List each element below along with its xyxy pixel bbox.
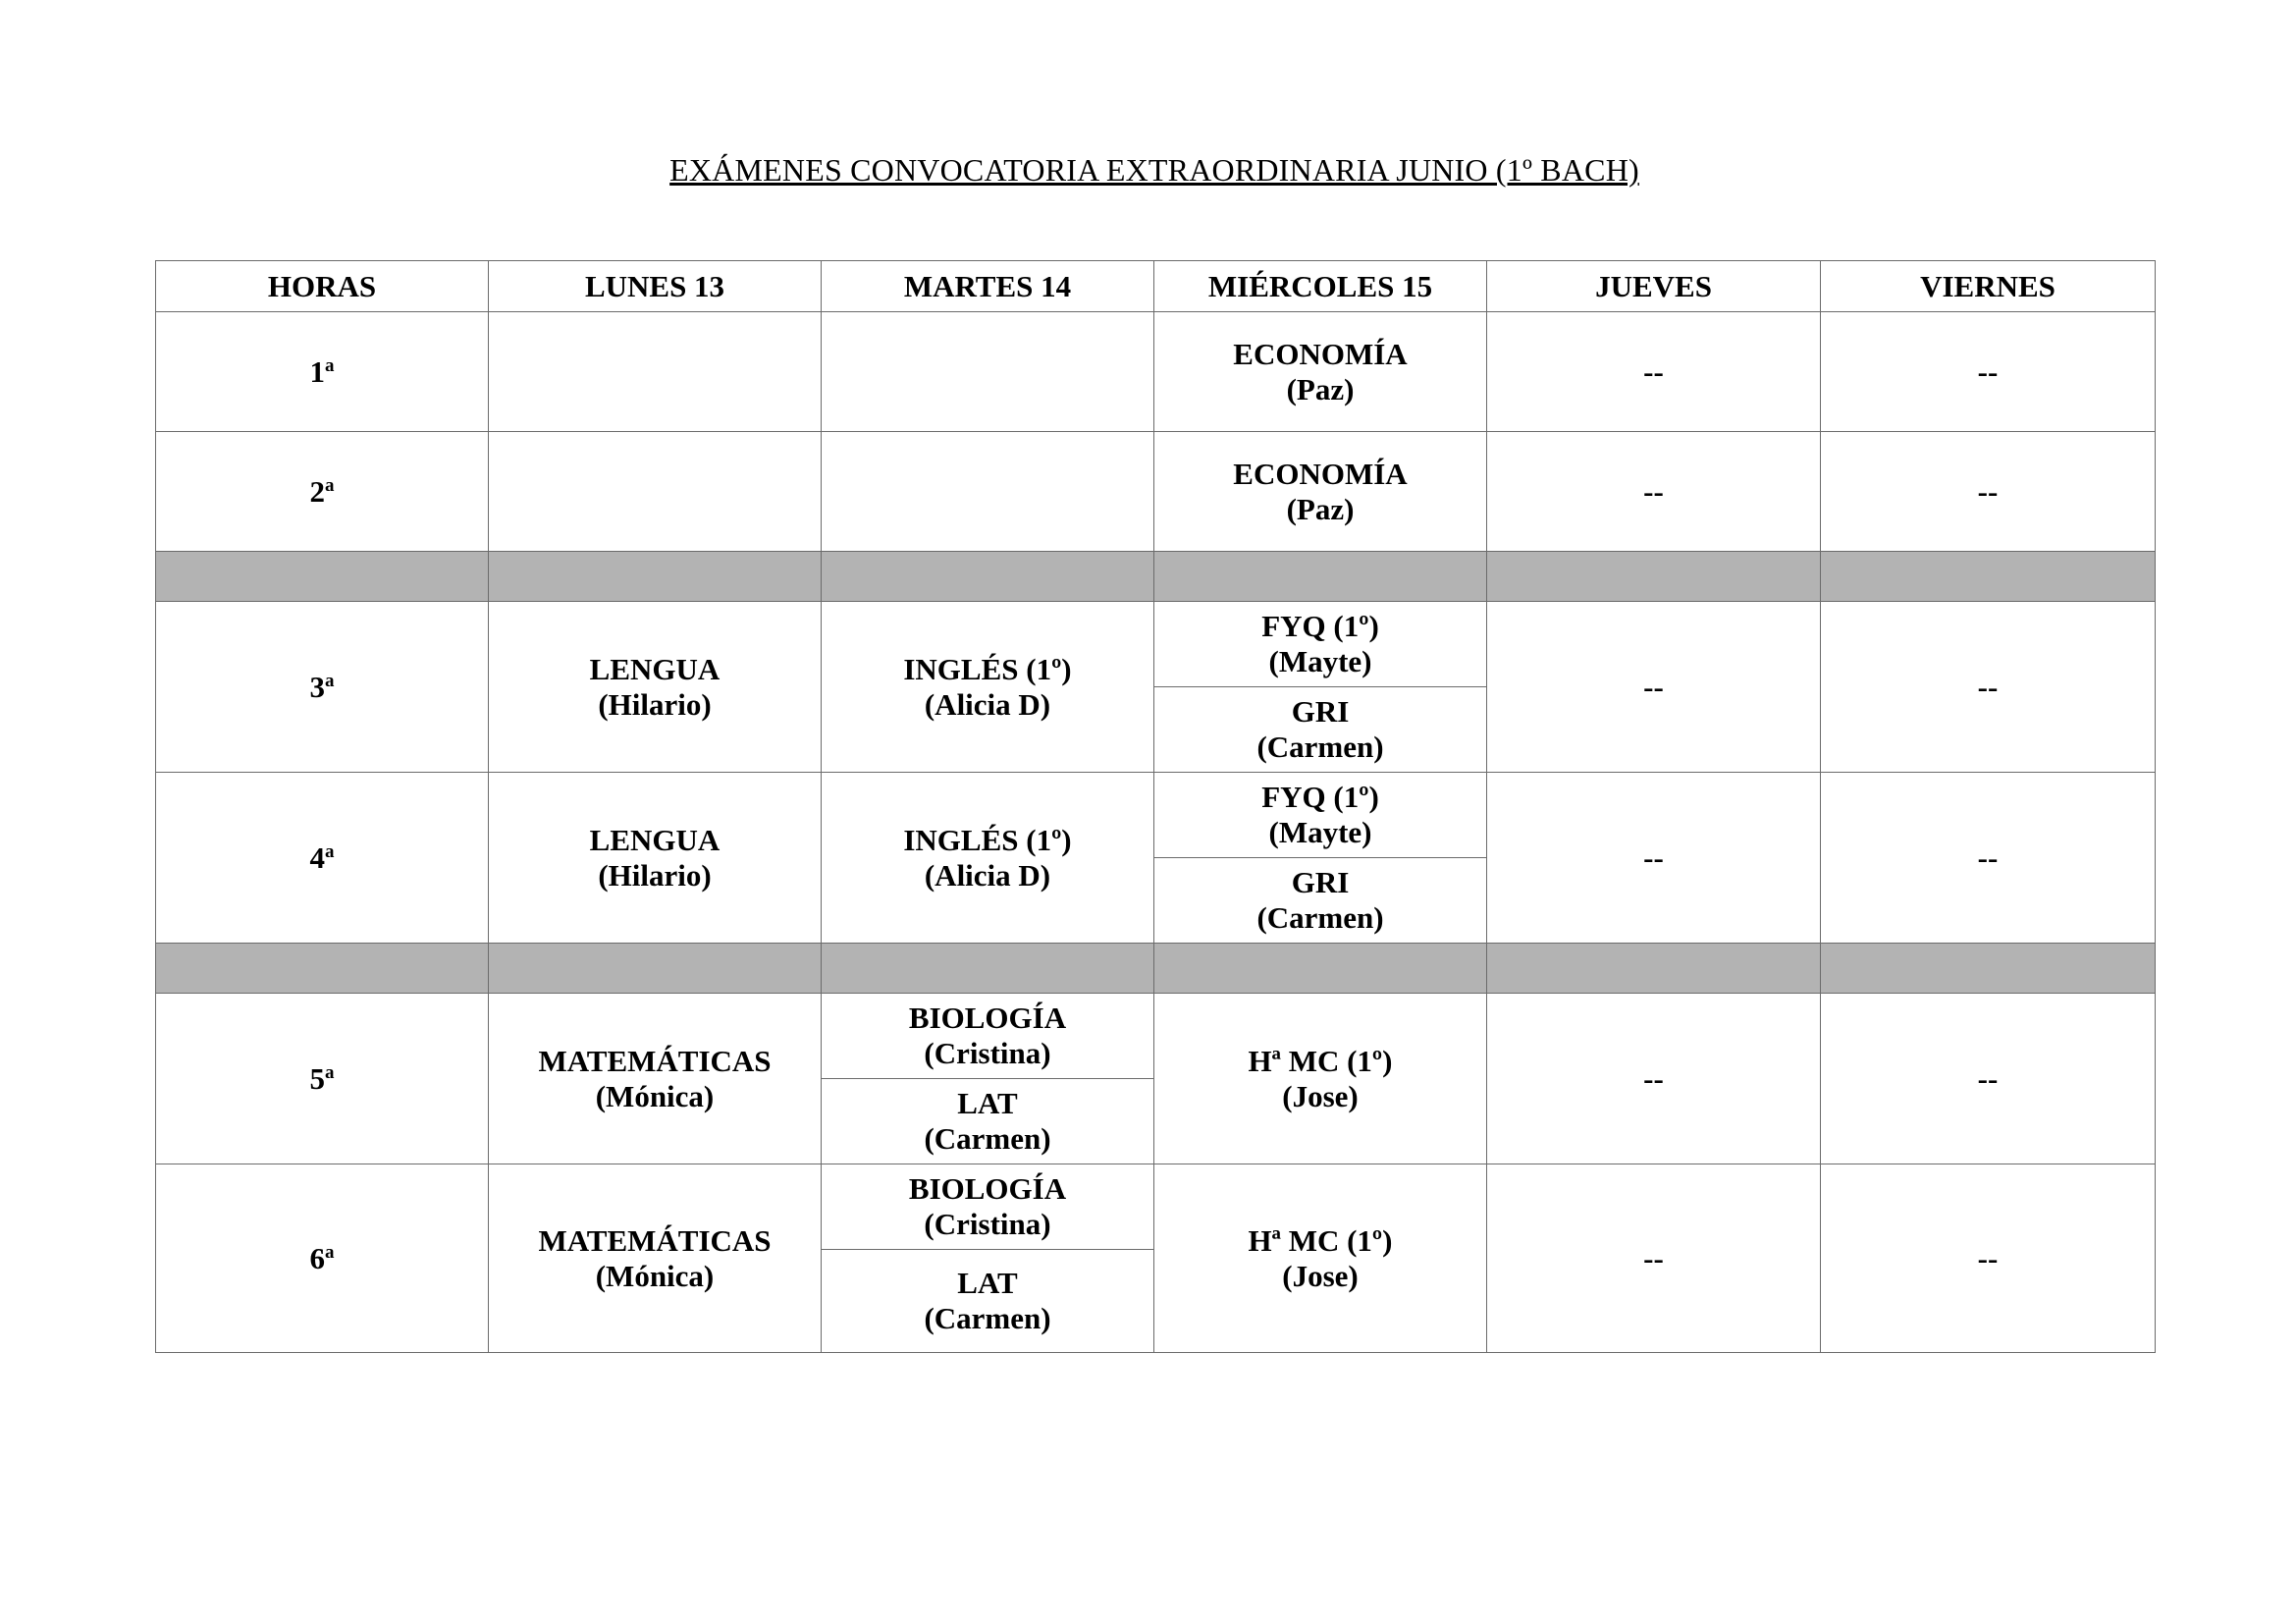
exam-teacher: (Paz) xyxy=(1286,371,1355,406)
exam-teacher: (Carmen) xyxy=(924,1121,1051,1156)
table-row xyxy=(156,773,2156,858)
break-cell xyxy=(822,944,1154,994)
header-viernes: VIERNES xyxy=(1821,261,2156,312)
exam-subject: ECONOMÍA xyxy=(1233,456,1408,491)
exam-subject: FYQ (1º) xyxy=(1261,780,1379,814)
exam-cell xyxy=(822,994,1154,1079)
exam-subject: ECONOMÍA xyxy=(1233,336,1408,371)
exam-cell xyxy=(822,1079,1154,1164)
header-lunes: LUNES 13 xyxy=(489,261,822,312)
exam-cell xyxy=(1154,687,1487,773)
table-row xyxy=(156,432,2156,552)
no-exam-cell: -- xyxy=(1487,994,1821,1164)
hour-cell: 3$^a$ xyxy=(156,602,489,773)
break-cell xyxy=(1154,552,1487,602)
exam-teacher: (Alicia D) xyxy=(924,686,1051,722)
exam-cell xyxy=(489,602,822,773)
exam-cell xyxy=(822,1250,1154,1353)
no-exam-cell: -- xyxy=(1821,1164,2156,1353)
exam-cell xyxy=(1154,994,1487,1164)
exam-subject: INGLÉS (1º) xyxy=(903,651,1072,686)
exam-teacher: (Mayte) xyxy=(1268,644,1372,678)
break-cell xyxy=(1487,944,1821,994)
header-jueves: JUEVES xyxy=(1487,261,1821,312)
exam-subject: MATEMÁTICAS xyxy=(538,1043,772,1078)
exam-subject: MATEMÁTICAS xyxy=(538,1222,772,1258)
exam-subject: LENGUA xyxy=(589,651,721,686)
exam-teacher: (Cristina) xyxy=(924,1036,1051,1070)
exam-teacher: (Carmen) xyxy=(1256,900,1384,935)
exam-teacher: (Carmen) xyxy=(1256,730,1384,764)
page-title: EXÁMENES CONVOCATORIA EXTRAORDINARIA JUNIO (1º BACH) xyxy=(669,152,1639,188)
break-cell xyxy=(489,552,822,602)
no-exam-cell: -- xyxy=(1487,312,1821,432)
table-row xyxy=(156,1164,2156,1250)
exam-subject: BIOLOGÍA xyxy=(908,1001,1067,1035)
exam-cell xyxy=(489,773,822,944)
exam-subject: LAT xyxy=(957,1086,1018,1120)
header-row xyxy=(156,261,2156,312)
break-cell xyxy=(156,552,489,602)
exam-subject: GRI xyxy=(1291,694,1350,729)
hour-cell: 4$^a$ xyxy=(156,773,489,944)
exam-teacher: (Jose) xyxy=(1282,1078,1359,1113)
exam-subject: GRI xyxy=(1291,865,1350,899)
exam-teacher: (Paz) xyxy=(1286,491,1355,526)
exam-cell xyxy=(1154,1164,1487,1353)
exam-subject: BIOLOGÍA xyxy=(908,1171,1067,1206)
no-exam-cell: -- xyxy=(1821,773,2156,944)
no-exam-cell: -- xyxy=(1821,432,2156,552)
hour-cell: 1$^a$ xyxy=(156,312,489,432)
table-row xyxy=(156,312,2156,432)
no-exam-cell: -- xyxy=(1487,1164,1821,1353)
exam-cell xyxy=(489,1164,822,1353)
exam-teacher: (Jose) xyxy=(1282,1258,1359,1293)
exam-cell xyxy=(1154,858,1487,944)
break-row xyxy=(156,552,2156,602)
exam-subject: Hª MC (1º) xyxy=(1248,1043,1393,1078)
exam-teacher: (Mayte) xyxy=(1268,815,1372,849)
exam-cell xyxy=(822,773,1154,944)
table-row xyxy=(156,994,2156,1079)
no-exam-cell: -- xyxy=(1821,312,2156,432)
empty-cell xyxy=(489,432,822,552)
no-exam-cell: -- xyxy=(1821,602,2156,773)
no-exam-cell: -- xyxy=(1487,602,1821,773)
no-exam-cell: -- xyxy=(1487,773,1821,944)
break-cell xyxy=(1821,944,2156,994)
exam-cell xyxy=(1154,773,1487,858)
header-horas: HORAS xyxy=(156,261,489,312)
break-cell xyxy=(1154,944,1487,994)
exam-teacher: (Alicia D) xyxy=(924,857,1051,893)
no-exam-cell: -- xyxy=(1487,432,1821,552)
exam-teacher: (Hilario) xyxy=(598,686,712,722)
exam-subject: INGLÉS (1º) xyxy=(903,822,1072,857)
header-miercoles: MIÉRCOLES 15 xyxy=(1154,261,1487,312)
exam-subject: LAT xyxy=(957,1266,1018,1300)
exam-cell xyxy=(489,994,822,1164)
exam-cell xyxy=(1154,602,1487,687)
hour-cell: 6$^a$ xyxy=(156,1164,489,1353)
break-row xyxy=(156,944,2156,994)
exam-teacher: (Cristina) xyxy=(924,1207,1051,1241)
break-cell xyxy=(822,552,1154,602)
break-cell xyxy=(1821,552,2156,602)
break-cell xyxy=(1487,552,1821,602)
exam-cell xyxy=(1154,432,1487,552)
hour-cell: 2$^a$ xyxy=(156,432,489,552)
exam-cell xyxy=(822,602,1154,773)
exam-teacher: (Mónica) xyxy=(595,1078,715,1113)
exam-subject: Hª MC (1º) xyxy=(1248,1222,1393,1258)
table-row xyxy=(156,602,2156,687)
exam-teacher: (Mónica) xyxy=(595,1258,715,1293)
exam-cell xyxy=(822,1164,1154,1250)
break-cell xyxy=(489,944,822,994)
exam-subject: FYQ (1º) xyxy=(1261,609,1379,643)
empty-cell xyxy=(489,312,822,432)
exam-teacher: (Hilario) xyxy=(598,857,712,893)
empty-cell xyxy=(822,432,1154,552)
exam-schedule-table xyxy=(155,260,2156,1353)
no-exam-cell: -- xyxy=(1821,994,2156,1164)
exam-cell xyxy=(1154,312,1487,432)
exam-teacher: (Carmen) xyxy=(924,1301,1051,1335)
break-cell xyxy=(156,944,489,994)
header-martes: MARTES 14 xyxy=(822,261,1154,312)
hour-cell: 5$^a$ xyxy=(156,994,489,1164)
exam-subject: LENGUA xyxy=(589,822,721,857)
empty-cell xyxy=(822,312,1154,432)
